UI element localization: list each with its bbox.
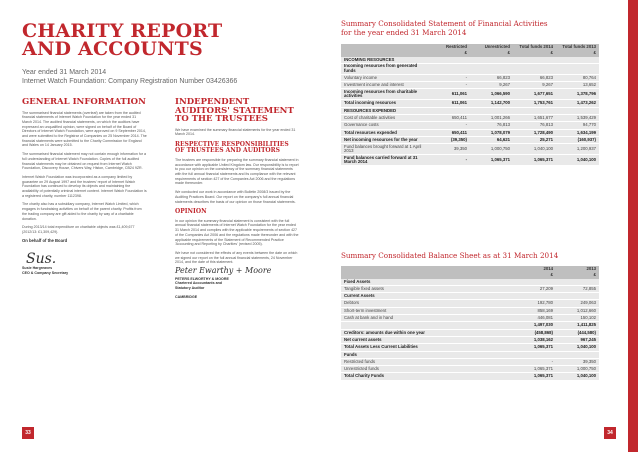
table-row: [341, 285, 599, 292]
table-row: [341, 100, 599, 107]
auditor-firm-line3: Statutory Auditor: [175, 286, 205, 291]
table-row: [341, 136, 599, 143]
table-row: [341, 307, 599, 314]
column-header: £: [513, 272, 556, 278]
table-cell: 39,350: [556, 358, 599, 365]
table-row: [341, 107, 599, 114]
row-label: Current Assets: [341, 293, 513, 300]
row-label: Total incoming resources: [341, 100, 427, 107]
table-cell: 967,245: [556, 336, 599, 343]
title-line-2: AND ACCOUNTS: [22, 38, 203, 60]
auditors-column: [175, 98, 300, 300]
table-cell: [470, 57, 513, 64]
row-label: Total Charity Funds: [341, 373, 513, 380]
table-row: [341, 344, 599, 351]
table-cell: 76,813: [513, 122, 556, 129]
row-label: Net current assets: [341, 336, 513, 343]
auditors-paragraph: We have examined the summary financial statements for the year ended 31 March 2014.: [175, 127, 296, 137]
table-cell: [556, 293, 599, 300]
row-label: Incoming resources from charitable activities: [341, 89, 427, 100]
row-label: Restricted funds: [341, 358, 513, 365]
row-label: RESOURCES EXPENDED: [341, 107, 427, 114]
table-cell: 1,065,371: [513, 373, 556, 380]
balance-sheet-table: [341, 266, 599, 381]
table-cell: -: [427, 82, 470, 89]
subtitle-registration: Internet Watch Foundation: Company Registration Number 03426366: [22, 78, 238, 85]
table-cell: 446,081: [513, 315, 556, 322]
table-row: [341, 63, 599, 74]
general-paragraph: The charity also has a subsidiary company, Internet Watch Limited, which engages in fundraising activities on behalf of the parent charity. Profits from the trading company are gift aided to the charity by way of a charitable donation.: [22, 202, 142, 221]
table-cell: 25,271: [513, 136, 556, 143]
general-information-heading: GENERAL INFORMATION: [22, 97, 146, 107]
table-row: [341, 300, 599, 307]
row-label: [341, 322, 513, 329]
table-cell: 1,000,750: [556, 366, 599, 373]
table-cell: 39,350: [427, 144, 470, 155]
table-cell: 72,855: [556, 285, 599, 292]
row-label: Funds: [341, 351, 513, 358]
row-label: Net incoming resources for the year: [341, 136, 427, 143]
table-cell: [513, 57, 556, 64]
table-cell: 1,651,677: [513, 115, 556, 122]
table-row: [341, 144, 599, 155]
row-label: Short-term investment: [341, 307, 513, 314]
table-cell: [470, 107, 513, 114]
table-row: [341, 122, 599, 129]
page-number-left: 33: [22, 427, 34, 439]
row-label: Cash at bank and in hand: [341, 315, 513, 322]
table-cell: [513, 293, 556, 300]
table-cell: 1,634,199: [556, 129, 599, 136]
table-row: [341, 315, 599, 322]
general-paragraph: The summarised financial statements (overleaf) are taken from the audited financial statements of Internet Watch Foundation for the year ended 31 March 2014. The audited financial statements, on which the auditors have expressed an unqualified opinion, were signed on behalf of the Board of Directors of Internet Watch Foundation, were approved on 9 September 2014, and were submitted to the Registrar of Companies on 25 November 2014. The financial statements were submitted to the Charity Commission for England and Wales on 14 January 2015.: [22, 110, 147, 148]
row-label: Debtors: [341, 300, 513, 307]
table-row: [341, 358, 599, 365]
table-cell: 13,652: [556, 82, 599, 89]
auditors-paragraph: In our opinion the summary financial statement is consistent with the full annual financial statements of Internet Watch Foundation for the year ended 31 March 2014 and complies with the applicable requirements of section 427 of the Companies Act 2006 and the regulations made thereunder and with the applicable requirements of the Statement of Recommended Practice 'Accounting and Reporting by Charities' (revised 2005).: [175, 218, 299, 247]
table-cell: [556, 63, 599, 74]
table-row: [341, 82, 599, 89]
row-label: Total Assets Less Current Liabilities: [341, 344, 513, 351]
auditors-heading: INDEPENDENT AUDITORS' STATEMENT TO THE TRUSTEES: [175, 97, 294, 124]
title-line-1: CHARITY REPORT: [22, 20, 223, 42]
row-label: Creditors: amounts due within one year: [341, 329, 513, 336]
general-paragraph: During 2013/14 total expenditure on charitable objects was £1,409,677 (2012/13: £1,309,429).: [22, 225, 135, 234]
auditors-paragraph: The trustees are responsible for preparing the summary financial statement in accordance with applicable United Kingdom law. Our responsibility is to report to you our opinion on the consistency of the summary financial statements with the full annual financial statements and its compliance with the relevant requirements of section 427 of the Companies Act 2006 and the regulations made thereunder.: [175, 157, 299, 186]
table-cell: [513, 351, 556, 358]
left-page: [0, 0, 319, 452]
table-row: [341, 366, 599, 373]
column-header: £: [470, 50, 513, 56]
table-row: [341, 115, 599, 122]
table-cell: 1,040,100: [556, 155, 599, 166]
column-header: £: [427, 50, 470, 56]
table-cell: [513, 107, 556, 114]
row-label: Total resources expended: [341, 129, 427, 136]
table-cell: [427, 63, 470, 74]
auditors-paragraph: We have not considered the effects of any events between the date on which we signed our report on the full annual financial statements, 24 November 2014, and the date of this statement.: [175, 250, 298, 265]
table-row: [341, 155, 599, 166]
table-cell: 1,065,371: [513, 344, 556, 351]
table-cell: 66,823: [513, 74, 556, 81]
table-cell: 1,728,490: [513, 129, 556, 136]
table-cell: 650,411: [427, 129, 470, 136]
table-cell: 192,780: [513, 300, 556, 307]
table-cell: 1,040,100: [556, 373, 599, 380]
column-header: £: [556, 272, 599, 278]
table-cell: 1,038,162: [513, 336, 556, 343]
table-cell: 1,378,796: [556, 89, 599, 100]
table-cell: 9,267: [513, 82, 556, 89]
auditor-firm: PETERS ELWORTHY & MOORE: [175, 276, 229, 281]
side-tab-label: ACCOUNTS: [637, 380, 642, 411]
general-paragraph: Internet Watch Foundation was incorporated as a company limited by guarantee on 29 August 1997 and the trustees' report of Internet Watch Foundation has continued to develop its objects and maintaining the availability of potentially criminal internet content. Internet Watch Foundation is a registered charity, number 1112398.: [22, 174, 147, 198]
sofa-title-line-1: Summary Consolidated Statement of Financial Activities: [341, 19, 548, 28]
row-label: Voluntary income: [341, 74, 427, 81]
table-cell: (444,580): [556, 329, 599, 336]
row-label: INCOMING RESOURCES: [341, 57, 427, 64]
table-cell: -: [513, 358, 556, 365]
table-cell: 1,142,700: [470, 100, 513, 107]
row-label: Cost of charitable activities: [341, 115, 427, 122]
auditor-city: CAMBRIDGE: [175, 294, 198, 299]
row-label: Fund balances brought forward at 1 April 2013: [341, 144, 427, 155]
table-row: [341, 89, 599, 100]
responsibilities-heading: RESPECTIVE RESPONSIBILITIES OF TRUSTEES AND AUDITORS: [175, 140, 289, 155]
table-cell: (160,937): [556, 136, 599, 143]
on-behalf-label: On behalf of the Board: [22, 237, 68, 243]
table-cell: 1,040,100: [513, 144, 556, 155]
table-row: [341, 336, 599, 343]
table-cell: -: [427, 122, 470, 129]
column-header: Total funds 2013: [556, 44, 599, 50]
table-cell: 66,823: [470, 74, 513, 81]
table-cell: 80,764: [556, 74, 599, 81]
financial-activities-table: [341, 44, 599, 166]
table-cell: [556, 57, 599, 64]
table-cell: 611,061: [427, 100, 470, 107]
table-cell: 858,169: [513, 307, 556, 314]
row-label: Incoming resources from generated funds: [341, 63, 427, 74]
table-row: [341, 329, 599, 336]
row-label: Investment income and interest: [341, 82, 427, 89]
table-cell: 249,063: [556, 300, 599, 307]
column-header: £: [513, 50, 556, 56]
table-row: [341, 351, 599, 358]
opinion-heading: OPINION: [175, 208, 207, 216]
table-row: [341, 279, 599, 286]
table-cell: 1,497,030: [513, 322, 556, 329]
table-cell: 1,411,825: [556, 322, 599, 329]
row-label: Fixed Assets: [341, 279, 513, 286]
balance-sheet-title: Summary Consolidated Balance Sheet as at 31 March 2014: [341, 251, 559, 260]
sofa-title: [341, 19, 548, 37]
ceo-signature: Sus.: [26, 251, 57, 268]
auditors-paragraph: We conducted our work in accordance with Bulletin 2008/3 issued by the Auditing Practices Board. Our report on the company's full annual financial statements describes the basis of our opinion on those financial statements.: [175, 190, 296, 204]
table-row: [341, 322, 599, 329]
table-cell: 150,102: [556, 315, 599, 322]
sofa-title-line-2: for the year ended 31 March 2014: [341, 28, 467, 37]
table-row: [341, 293, 599, 300]
table-cell: 27,209: [513, 285, 556, 292]
right-page: [319, 0, 642, 452]
table-cell: 9,267: [470, 82, 513, 89]
table-row: [341, 74, 599, 81]
table-cell: 1,065,371: [513, 366, 556, 373]
table-cell: 94,770: [556, 122, 599, 129]
column-header: Restricted: [427, 44, 470, 50]
row-label: Tangible fixed assets: [341, 285, 513, 292]
auditor-firm-line2: Chartered Accountants and: [175, 281, 222, 286]
table-cell: 1,001,266: [470, 115, 513, 122]
column-header: Unrestricted: [470, 44, 513, 50]
general-paragraph: The summarised financial statement may not contain enough information for a full understanding of Internet Watch Foundation. Copies of the full audited financial statements may be obtained on request from Internet Watch Foundation, Discovery House, Chivers Way, Histon, Cambridge, CB24 9ZR.: [22, 152, 147, 171]
table-cell: 64,621: [470, 136, 513, 143]
column-header: 2013: [556, 266, 599, 272]
table-cell: 1,000,750: [470, 144, 513, 155]
general-information-column: [22, 98, 147, 275]
table-cell: 1,200,937: [556, 144, 599, 155]
table-cell: [513, 63, 556, 74]
signer-name: Susie Hargreaves: [22, 266, 53, 271]
table-cell: [556, 107, 599, 114]
table-cell: 1,040,100: [556, 344, 599, 351]
table-row: [341, 373, 599, 380]
table-cell: 1,078,079: [470, 129, 513, 136]
table-cell: 1,677,651: [513, 89, 556, 100]
page-number-right: 34: [604, 427, 616, 439]
table-cell: 1,473,262: [556, 100, 599, 107]
table-cell: 1,012,660: [556, 307, 599, 314]
table-cell: 1,066,590: [470, 89, 513, 100]
table-cell: 611,061: [427, 89, 470, 100]
row-label: Unrestricted funds: [341, 366, 513, 373]
signer-role: CEO & Company Secretary: [22, 270, 69, 275]
page-title: [22, 22, 222, 58]
table-cell: [427, 107, 470, 114]
table-cell: (39,350): [427, 136, 470, 143]
table-cell: 1,065,371: [513, 155, 556, 166]
table-cell: [470, 63, 513, 74]
table-cell: 1,065,371: [470, 155, 513, 166]
table-cell: -: [427, 74, 470, 81]
row-label: Governance costs: [341, 122, 427, 129]
table-row: [341, 129, 599, 136]
table-cell: 76,813: [470, 122, 513, 129]
column-header: £: [556, 50, 599, 56]
table-cell: (458,868): [513, 329, 556, 336]
table-cell: -: [427, 155, 470, 166]
table-cell: [513, 279, 556, 286]
auditor-signature: Peter Ewarthy + Moore: [175, 266, 272, 276]
report-subtitle: [22, 68, 302, 86]
table-cell: 650,411: [427, 115, 470, 122]
column-header: 2014: [513, 266, 556, 272]
row-label: Fund balances carried forward at 31 March 2014: [341, 155, 427, 166]
column-header: Total funds 2014: [513, 44, 556, 50]
table-cell: [427, 57, 470, 64]
table-cell: [556, 351, 599, 358]
table-cell: 1,753,761: [513, 100, 556, 107]
table-cell: [556, 279, 599, 286]
accounts-side-tab: [628, 0, 642, 452]
table-cell: 1,539,429: [556, 115, 599, 122]
subtitle-year: Year ended 31 March 2014: [22, 69, 107, 76]
